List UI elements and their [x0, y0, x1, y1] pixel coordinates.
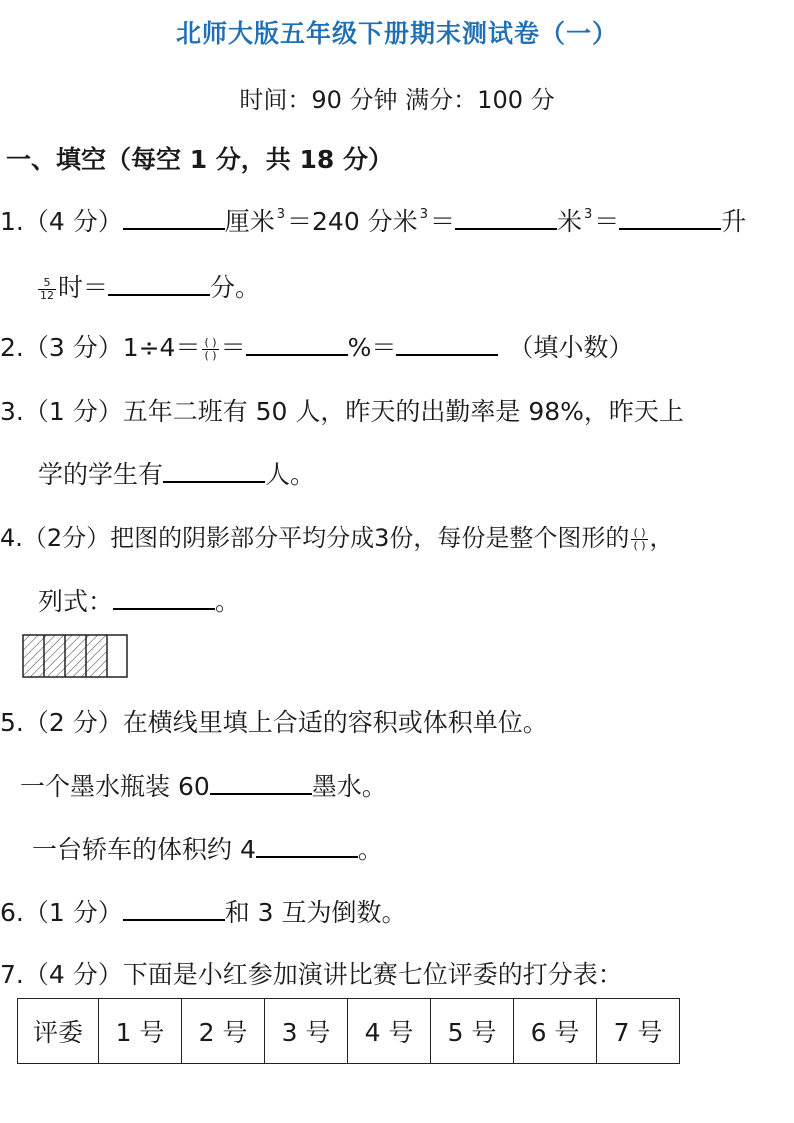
question-2: 2.（3 分）1÷4＝ $\frac{( )}{( )}$ ＝ %＝ （填小数）: [0, 328, 633, 364]
fraction-blank[interactable]: $\frac{( )}{( )}$: [204, 335, 217, 362]
table-cell: 7 号: [597, 999, 680, 1064]
question-6: 6.（1 分） 和 3 互为倒数。: [0, 893, 407, 929]
answer-blank-4[interactable]: [113, 584, 215, 610]
answer-blank-1d[interactable]: [108, 270, 210, 296]
answer-blank-3[interactable]: [163, 457, 265, 483]
answer-blank-1c[interactable]: [619, 204, 721, 230]
question-5-line-2: 一个墨水瓶装 60 墨水。: [20, 767, 387, 803]
question-1-line-2: $\frac{5}{12}$ 时＝ 分。: [36, 268, 260, 304]
question-4-line-1: 4.（2分）把图的阴影部分平均分成3份，每份是整个图形的 $\frac{( )}{( )}$ ，: [0, 524, 674, 552]
table-cell: 1 号: [99, 999, 182, 1064]
page-title: 北师大版五年级下册期末测试卷（一）: [175, 19, 618, 48]
fraction-blank[interactable]: $\frac{( )}{( )}$: [633, 525, 646, 552]
question-7-line-1: 7.（4 分）下面是小红参加演讲比赛七位评委的打分表：: [0, 960, 623, 989]
question-3-line-1: 3.（1 分）五年二班有 50 人，昨天的出勤率是 98%，昨天上: [0, 397, 684, 426]
question-5-line-3: 一台轿车的体积约 4 。: [32, 830, 383, 866]
section-heading-fill-blank: 一、填空（每空 1 分，共 18 分）: [6, 145, 394, 174]
answer-blank-1a[interactable]: [123, 204, 225, 230]
exam-time-and-score: 时间：90 分钟 满分：100 分: [239, 86, 555, 114]
fraction-five-twelfths: $\frac{5}{12}$: [40, 275, 54, 302]
answer-blank-1b[interactable]: [455, 204, 557, 230]
table-cell: 2 号: [182, 999, 265, 1064]
question-1-line-1: 1.（4 分） 厘米 $^3$＝240 分米 $^3$＝ 米 $^3$＝ 升: [0, 202, 746, 238]
answer-blank-2a[interactable]: [246, 330, 348, 356]
answer-blank-6[interactable]: [123, 895, 225, 921]
answer-blank-5b[interactable]: [256, 832, 358, 858]
answer-blank-2b[interactable]: [396, 330, 498, 356]
table-row: [18, 999, 680, 1064]
answer-blank-5a[interactable]: [210, 769, 312, 795]
shaded-rectangle-figure: [22, 634, 128, 682]
table-cell: 5 号: [431, 999, 514, 1064]
question-4-line-2: 列式： 。: [38, 582, 240, 618]
table-cell: 6 号: [514, 999, 597, 1064]
judges-score-table: [17, 998, 680, 1064]
table-cell: 4 号: [348, 999, 431, 1064]
table-cell: 3 号: [265, 999, 348, 1064]
question-5-line-1: 5.（2 分）在横线里填上合适的容积或体积单位。: [0, 708, 548, 737]
question-3-line-2: 学的学生有 人。: [38, 455, 315, 491]
table-cell: 评委: [18, 999, 99, 1064]
